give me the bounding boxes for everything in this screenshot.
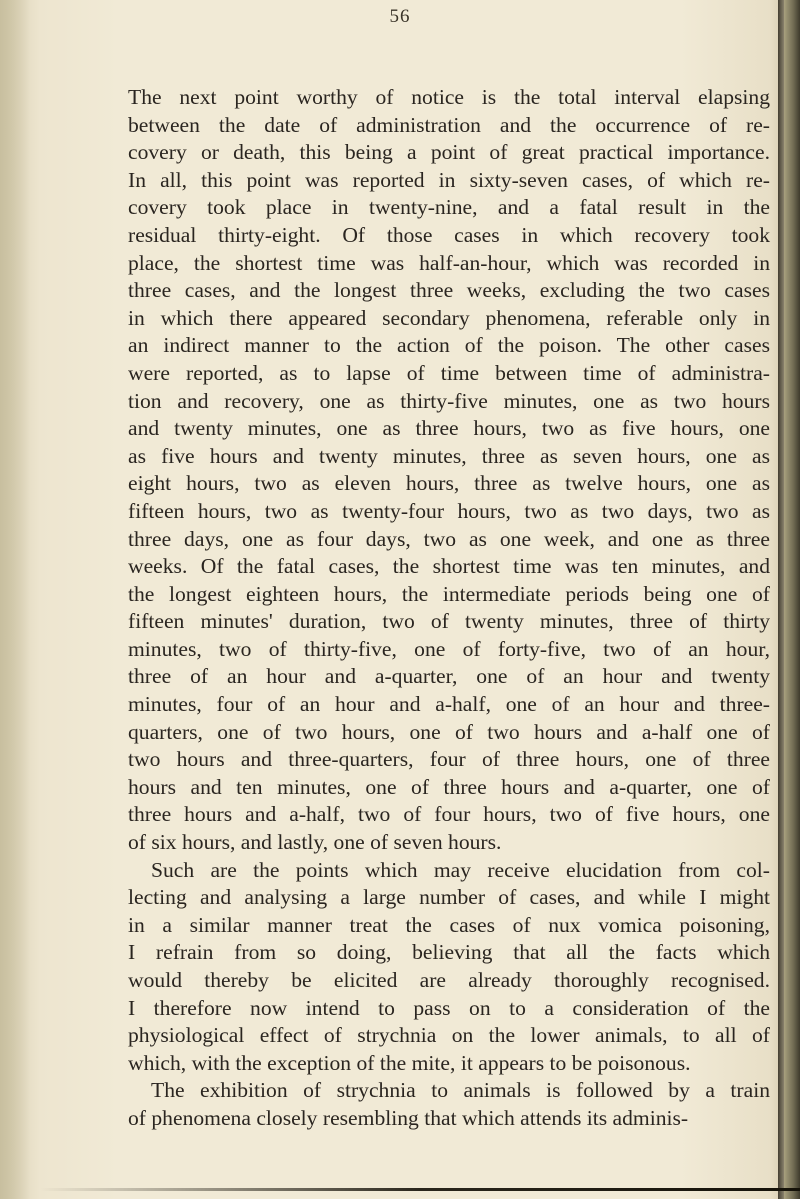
text-line: in a similar manner treat the cases of nux vomica poisoning, [128, 912, 770, 937]
paragraph [128, 1077, 770, 1132]
text-line: in which there appeared secondary phenomena, referable only in [128, 305, 770, 330]
text-line: The exhibition of strychnia to animals is followed by a train [151, 1078, 770, 1103]
text-line: of six hours, and lastly, one of seven hours. [128, 830, 502, 855]
text-line: quarters, one of two hours, one of two hours and a-half one of [128, 719, 770, 744]
body-text [128, 84, 770, 1133]
text-line: minutes, two of thirty-five, one of forty-five, two of an hour, [128, 636, 770, 661]
text-line: lecting and analysing a large number of cases, and while I might [128, 885, 770, 910]
text-line: minutes, four of an hour and a-half, one of an hour and three- [128, 692, 770, 717]
underlying-page [784, 0, 800, 1199]
text-line: between the date of administration and the occurrence of re- [128, 112, 770, 137]
text-line: I refrain from so doing, believing that all the facts which [128, 940, 770, 965]
text-line: an indirect manner to the action of the poison. The other cases [128, 333, 770, 358]
text-line: hours and ten minutes, one of three hours and a-quarter, one of [128, 774, 770, 799]
page-bottom-edge [40, 1188, 800, 1191]
paragraph [128, 857, 770, 1078]
text-line: residual thirty-eight. Of those cases in which recovery took [128, 222, 770, 247]
text-line: three of an hour and a-quarter, one of an hour and twenty [128, 664, 770, 689]
text-line: were reported, as to lapse of time between time of administra- [128, 360, 770, 385]
text-line: In all, this point was reported in sixty-seven cases, of which re- [128, 167, 770, 192]
text-line: the longest eighteen hours, the intermediate periods being one of [128, 581, 770, 606]
text-line: would thereby be elicited are already thoroughly recognised. [128, 968, 770, 992]
text-line: of phenomena closely resembling that which attends its adminis- [128, 1105, 689, 1130]
binding-gutter [0, 0, 30, 1199]
text-line: eight hours, two as eleven hours, three as twelve hours, one as [128, 471, 770, 496]
text-line: covery or death, this being a point of great practical importance. [128, 140, 770, 165]
text-line: and twenty minutes, one as three hours, two as five hours, one [128, 416, 770, 441]
text-line: covery took place in twenty-nine, and a fatal result in the [128, 195, 770, 220]
text-line: fifteen hours, two as twenty-four hours, two as two days, two as [128, 498, 770, 523]
text-line: The next point worthy of notice is the total interval elapsing [128, 85, 770, 109]
paragraph [128, 84, 770, 857]
text-line: as five hours and twenty minutes, three as seven hours, one as [128, 443, 770, 468]
text-line: weeks. Of the fatal cases, the shortest time was ten minutes, and [128, 554, 770, 579]
text-line: place, the shortest time was half-an-hour, which was recorded in [128, 250, 770, 275]
text-line: tion and recovery, one as thirty-five minutes, one as two hours [128, 388, 770, 413]
text-line: three days, one as four days, two as one week, and one as three [128, 526, 770, 551]
text-line: which, with the exception of the mite, it appears to be poisonous. [128, 1050, 691, 1075]
text-line: three cases, and the longest three weeks, excluding the two cases [128, 278, 770, 303]
text-line: I therefore now intend to pass on to a consideration of the [128, 995, 770, 1020]
text-line: two hours and three-quarters, four of three hours, one of three [128, 747, 770, 772]
page-number: 56 [389, 6, 411, 27]
text-line: three hours and a-half, two of four hours, two of five hours, one [128, 802, 770, 827]
text-line: physiological effect of strychnia on the lower animals, to all of [128, 1023, 770, 1048]
text-line: fifteen minutes' duration, two of twenty minutes, three of thirty [128, 609, 770, 634]
text-line: Such are the points which may receive elucidation from col- [151, 857, 770, 882]
